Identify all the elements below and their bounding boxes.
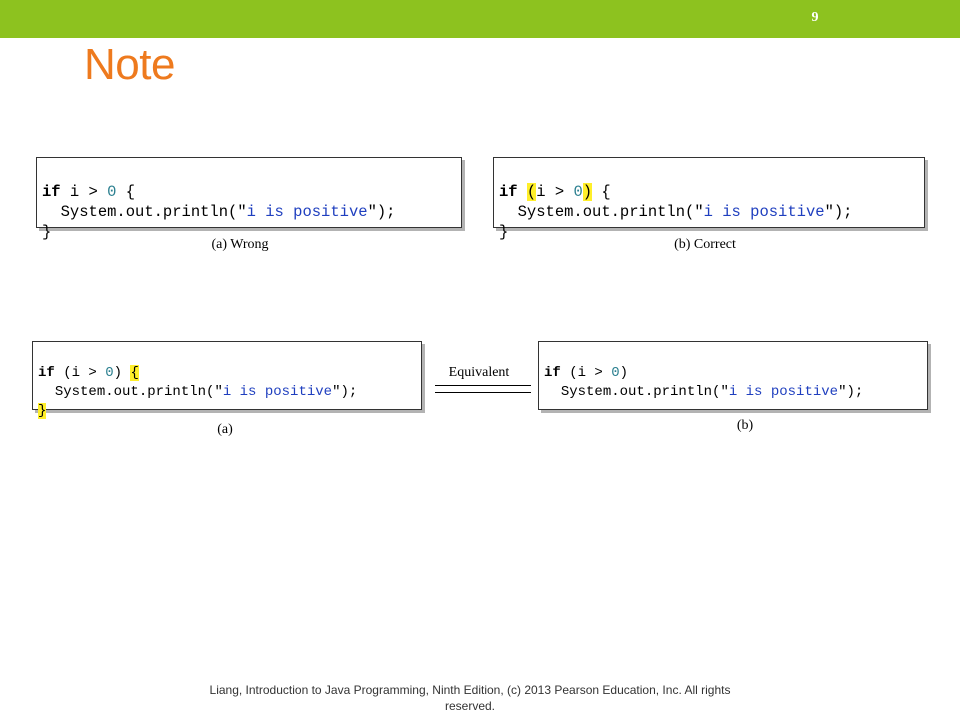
keyword-if: if (544, 365, 561, 381)
string-literal: i is positive (728, 384, 839, 400)
indent (499, 203, 518, 221)
code-line (38, 383, 421, 402)
code-line (42, 202, 461, 222)
number-literal: 0 (105, 365, 114, 381)
code-token: { (116, 183, 136, 201)
code-line (38, 402, 421, 421)
code-line (499, 182, 924, 202)
code-token: { (592, 183, 611, 201)
code-token: "); (367, 203, 396, 221)
code-box-without-braces (538, 341, 928, 410)
string-literal: i is positive (246, 203, 368, 221)
string-literal: i is positive (222, 384, 333, 400)
code-token: i > (60, 183, 108, 201)
equivalent-line-bottom (435, 392, 531, 393)
code-token: ) (113, 365, 131, 381)
code-line (42, 182, 461, 202)
code-token: (i > (560, 365, 612, 381)
code-token (518, 183, 527, 201)
code-token: System.out.println(" (560, 384, 729, 400)
code-token: "); (838, 384, 864, 400)
code-box-correct (493, 157, 925, 241)
number-literal: 0 (107, 183, 117, 201)
code-token: ) (619, 365, 629, 381)
code-line (499, 202, 924, 222)
indent (544, 384, 561, 400)
keyword-if: if (42, 183, 61, 201)
code-token: i > (536, 183, 574, 201)
caption-wrong: (a) Wrong (211, 237, 269, 252)
highlighted-brace: } (38, 403, 47, 419)
code-token: "); (332, 384, 358, 400)
highlighted-paren: ( (526, 183, 537, 201)
code-token: "); (824, 203, 853, 221)
code-token: System.out.println(" (517, 203, 704, 221)
slide-number: 9 (811, 10, 819, 25)
code-token: } (499, 223, 509, 241)
code-token: System.out.println(" (60, 203, 247, 221)
code-line (38, 364, 421, 383)
number-literal: 0 (573, 183, 583, 201)
highlighted-brace: { (130, 365, 139, 381)
keyword-if: if (38, 365, 55, 381)
indent (38, 384, 55, 400)
code-line (544, 383, 927, 402)
code-token: } (42, 223, 52, 241)
code-line (544, 364, 927, 383)
string-literal: i is positive (703, 203, 825, 221)
equivalent-line-top (435, 385, 531, 386)
equivalent-label: Equivalent (448, 365, 510, 380)
code-token: (i > (54, 365, 106, 381)
indent (42, 203, 61, 221)
number-literal: 0 (611, 365, 620, 381)
caption-b: (b) (736, 418, 754, 433)
code-box-with-braces (32, 341, 422, 419)
caption-a: (a) (217, 422, 233, 437)
page-title: Note (84, 40, 175, 89)
caption-correct: (b) Correct (674, 237, 736, 252)
highlighted-paren: ) (582, 183, 593, 201)
keyword-if: if (499, 183, 518, 201)
footer-copyright: Liang, Introduction to Java Programming, Ninth Edition, (c) 2013 Pearson Education, Inc. All rights reserved. (209, 683, 731, 713)
code-token: System.out.println(" (54, 384, 223, 400)
code-box-wrong (36, 157, 462, 241)
